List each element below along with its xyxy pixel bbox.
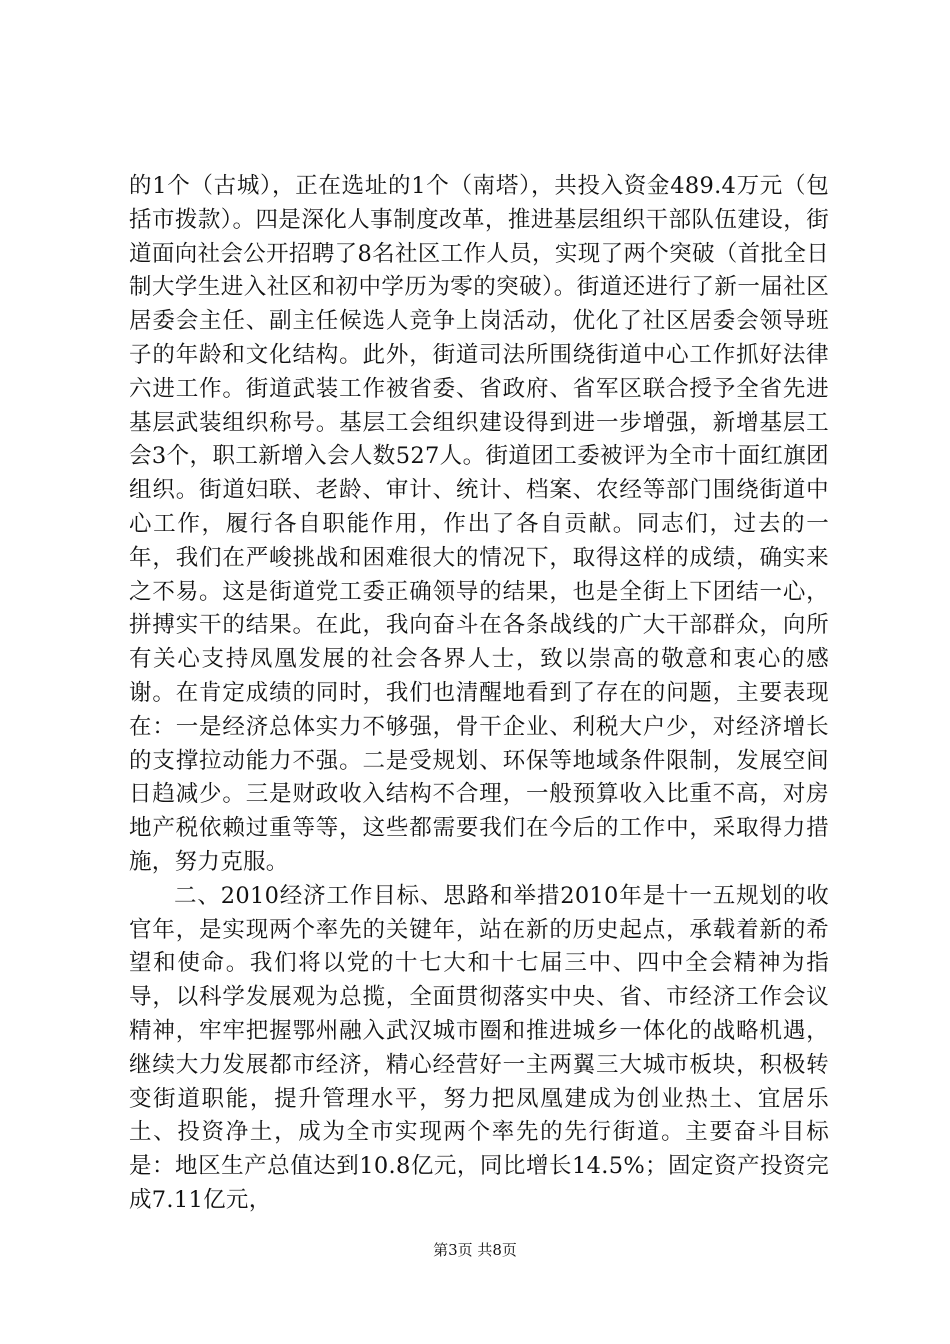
paragraph-section-two: 二、2010经济工作目标、思路和举措2010年是十一五规划的收官年，是实现两个率先的关键年，站在新的历史起点，承载着新的希望和使命。我们将以党的十七大和十七届三中、四中全会精神为指导，以科学发展观为总揽，全面贯彻落实中央、省、市经济工作会议精神，牢牢把握鄂州融入武汉城市圈和推进城乡一体化的战略机遇，继续大力发展都市经济，精心经营好一主两翼三大城市板块，积极转变街道职能，提升管理水平，努力把凤凰建成为创业热土、宜居乐土、投资净土，成为全市实现两个率先的先行街道。主要奋斗目标是：地区生产总值达到10.8亿元，同比增长14.5%；固定资产投资完成7.11亿元， [129,882,829,1213]
paragraph-continuation: 的1个（古城），正在选址的1个（南塔），共投入资金489.4万元（包括市拨款）。四是深化人事制度改革，推进基层组织干部队伍建设，街道面向社会公开招聘了8名社区工作人员，实现了两个突破（首批全日制大学生进入社区和初中学历为零的突破）。街道还进行了新一届社区居委会主任、副主任候选人竞争上岗活动，优化了社区居委会领导班子的年龄和文化结构。此外，街道司法所围绕街道中心工作抓好法律六进工作。街道武装工作被省委、省政府、省军区联合授予全省先进基层武装组织称号。基层工会组织建设得到进一步增强，新增基层工会3个，职工新增入会人数527人。街道团工委被评为全市十面红旗团组织。街道妇联、老龄、审计、统计、档案、农经等部门围绕街道中心工作，履行各自职能作用，作出了各自贡献。同志们，过去的一年，我们在严峻挑战和困难很大的情况下，取得这样的成绩，确实来之不易。这是街道党工委正确领导的结果，也是全街上下团结一心，拼搏实干的结果。在此，我向奋斗在各条战线的广大干部群众，向所有关心支持凤凰发展的社会各界人士，致以崇高的敬意和衷心的感谢。在肯定成绩的同时，我们也清醒地看到了存在的问题，主要表现在：一是经济总体实力不够强，骨干企业、利税大户少，对经济增长的支撑拉动能力不强。二是受规划、环保等地域条件限制，发展空间日趋减少。三是财政收入结构不合理，一般预算收入比重不高，对房地产税依赖过重等等，这些都需要我们在今后的工作中，采取得力措施，努力克服。 [129,173,829,875]
body-text [129,170,829,1218]
page-footer: 第3页 共8页 [433,1241,517,1259]
